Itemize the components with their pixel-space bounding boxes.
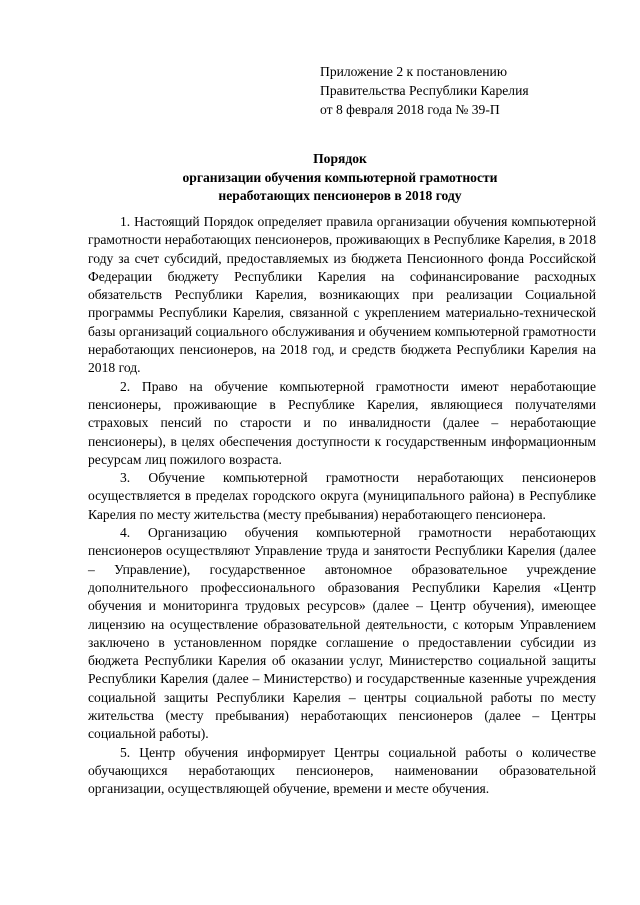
paragraph-3: 3. Обучение компьютерной грамотности неработающих пенсионеров осуществляется в пределах городского округа (муниципального района) в Республике Карелия по месту жительства (месту пребывания) неработающего пенсионера. [88, 470, 596, 522]
paragraph-4: 4. Организацию обучения компьютерной грамотности неработающих пенсионеров осуществляют Управление труда и занятости Республики Карелия (далее – Управление), государственное автономное образовательное учреждение дополнительного профессионального образования Республики Карелия «Центр обучения и мониторинга трудовых ресурсов» (далее – Центр обучения), имеющее лицензию на осуществление образовательной деятельности, с которым Управлением заключено в установленном порядке соглашение о предоставлении субсидии из бюджета Республики Карелия об оказании услуг, Министерство социальной защиты Республики Карелия (далее – Министерство) и государственные казенные учреждения социальной защиты Республики Карелия – центры социальной работы по месту жительства (месту пребывания) неработающих пенсионеров (далее – Центры социальной работы). [88, 525, 596, 742]
appendix-line: от 8 февраля 2018 года № 39-П [320, 102, 500, 117]
paragraph-5: 5. Центр обучения информирует Центры социальной работы о количестве обучающихся неработающих пенсионеров, наименовании образовательной организации, осуществляющей обучение, времени и месте обучения. [88, 744, 596, 797]
title-line: Порядок [313, 151, 367, 166]
document-body [88, 213, 596, 799]
appendix-header [320, 62, 620, 119]
paragraph-1: 1. Настоящий Порядок определяет правила организации обучения компьютерной грамотности неработающих пенсионеров, проживающих в Республике Карелия, в 2018 году за счет субсидий, предоставляемых из бюджета Пенсионного фонда Российской Федерации бюджету Республики Карелия на софинансирование расходных обязательств Республики Карелия, возникающих при реализации Социальной программы Республики Карелия, связанной с укреплением материально-технической базы организаций социального обслуживания и обучением компьютерной грамотности неработающих пенсионеров, на 2018 год, и средств бюджета Республики Карелия на 2018 год. [88, 214, 596, 376]
title-line: неработающих пенсионеров в 2018 году [218, 188, 462, 203]
appendix-line: Приложение 2 к постановлению [320, 64, 507, 79]
appendix-line: Правительства Республики Карелия [320, 83, 529, 98]
title-line: организации обучения компьютерной грамотности [182, 169, 498, 185]
document-title [80, 150, 600, 206]
paragraph-2: 2. Право на обучение компьютерной грамотности имеют неработающие пенсионеры, проживающие в Республике Карелия, являющиеся получателями страховых пенсий по старости и по инвалидности (далее – неработающие пенсионеры), в целях обеспечения доступности к государственным информационным ресурсам лиц пожилого возраста. [88, 378, 596, 467]
